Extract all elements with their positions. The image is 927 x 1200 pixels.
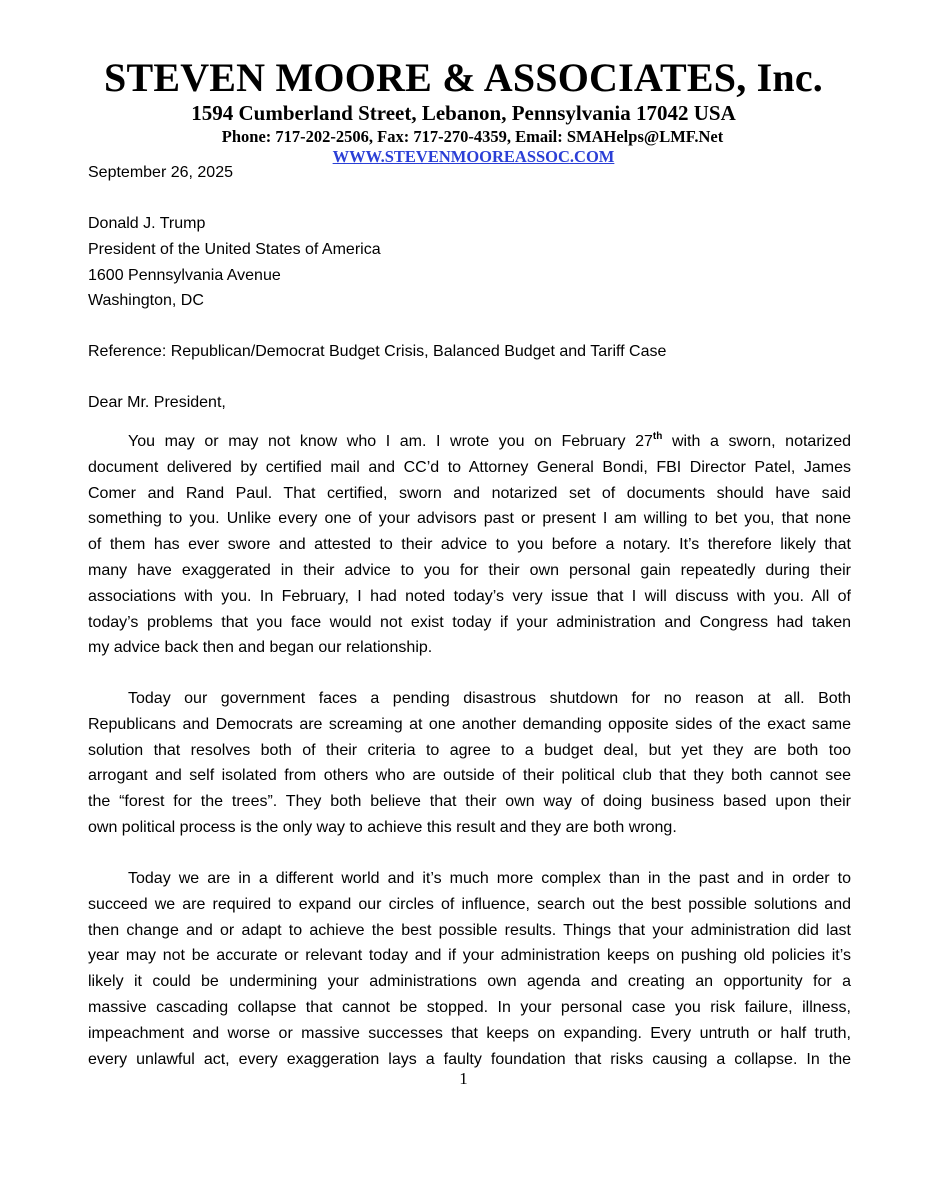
paragraph-line: of them has ever swore and attested to their advice to you before a notary. It’s therefore likely that [88,536,851,554]
company-name: STEVEN MOORE & ASSOCIATES, Inc. [104,55,823,100]
paragraph-line: associations with you. In February, I had noted today’s very issue that I will discuss with you. All of [88,587,851,605]
recipient-title: President of the United States of America [88,240,381,258]
paragraph-line: Comer and Rand Paul. That certified, sworn and notarized set of documents should have said [88,484,851,502]
paragraph-text: You may or may not know who I am. I wrote you on February 27 [128,433,653,450]
recipient-address-block [88,211,381,314]
recipient-city: Washington, DC [88,292,204,310]
paragraph-line: solution that resolves both of their criteria to agree to a budget deal, but yet they are both too [88,741,851,759]
recipient-name: Donald J. Trump [88,215,206,232]
paragraph-line: Today we are in a different world and it’s much more complex than in the past and in order to [128,870,851,887]
paragraph-line: many have exaggerated in their advice to you for their own personal gain repeatedly during their [88,561,851,579]
paragraph-line: Republicans and Democrats are screaming at one another demanding opposite sides of the exact same [88,715,851,733]
company-contact: Phone: 717-202-2506, Fax: 717-270-4359, Email: SMAHelps@LMF.Net [221,127,724,146]
company-address: 1594 Cumberland Street, Lebanon, Pennsylvania 17042 USA [191,101,736,125]
letterhead [0,56,927,166]
paragraph-line: impeachment and worse or massive successes that keeps on expanding. Every untruth or half truth, [88,1024,851,1042]
paragraph-line: the “forest for the trees”. They both believe that their own way of doing business based upon their [88,793,851,811]
company-website-link[interactable]: WWW.STEVENMOOREASSOC.COM [332,147,615,166]
paragraph-line: then change and or adapt to achieve the best possible results. Things that your administration did last [88,921,851,939]
letter-date: September 26, 2025 [88,164,233,181]
paragraph-1 [88,429,851,661]
paragraph-line [88,429,851,455]
paragraph-line: arrogant and self isolated from others who are outside of their political club that they both cannot see [88,767,851,785]
paragraph-line: Today our government faces a pending disastrous shutdown for no reason at all. Both [128,690,851,707]
paragraph-line: every unlawful act, every exaggeration lays a faulty foundation that risks causing a collapse. In the [88,1050,851,1068]
paragraph-text: with a sworn, notarized [662,433,851,450]
paragraph-line: own political process is the only way to achieve this result and they are both wrong. [88,818,677,836]
paragraph-3 [88,866,851,1072]
paragraph-line: something to you. Unlike every one of your advisors past or present I am willing to bet you, that none [88,510,851,528]
paragraph-line: likely it could be undermining your administrations own agenda and creating an opportunity for a [88,973,851,991]
reference-line: Reference: Republican/Democrat Budget Crisis, Balanced Budget and Tariff Case [88,343,667,360]
recipient-street: 1600 Pennsylvania Avenue [88,266,281,284]
paragraph-line: massive cascading collapse that cannot be stopped. In your personal case you risk failure, illness, [88,998,851,1016]
paragraph-2 [88,686,851,841]
salutation: Dear Mr. President, [88,394,226,411]
paragraph-line: today’s problems that you face would not exist today if your administration and Congress had taken [88,613,851,631]
paragraph-line: document delivered by certified mail and CC’d to Attorney General Bondi, FBI Director Patel, James [88,458,851,476]
page-number: 1 [459,1069,468,1088]
paragraph-line: succeed we are required to expand our circles of influence, search out the best possible solutions and [88,895,851,913]
superscript-ordinal: th [652,431,663,442]
paragraph-line: my advice back then and began our relationship. [88,639,433,657]
paragraph-line: year may not be accurate or relevant today and if your administration keeps on pushing old policies it’s [88,947,851,965]
